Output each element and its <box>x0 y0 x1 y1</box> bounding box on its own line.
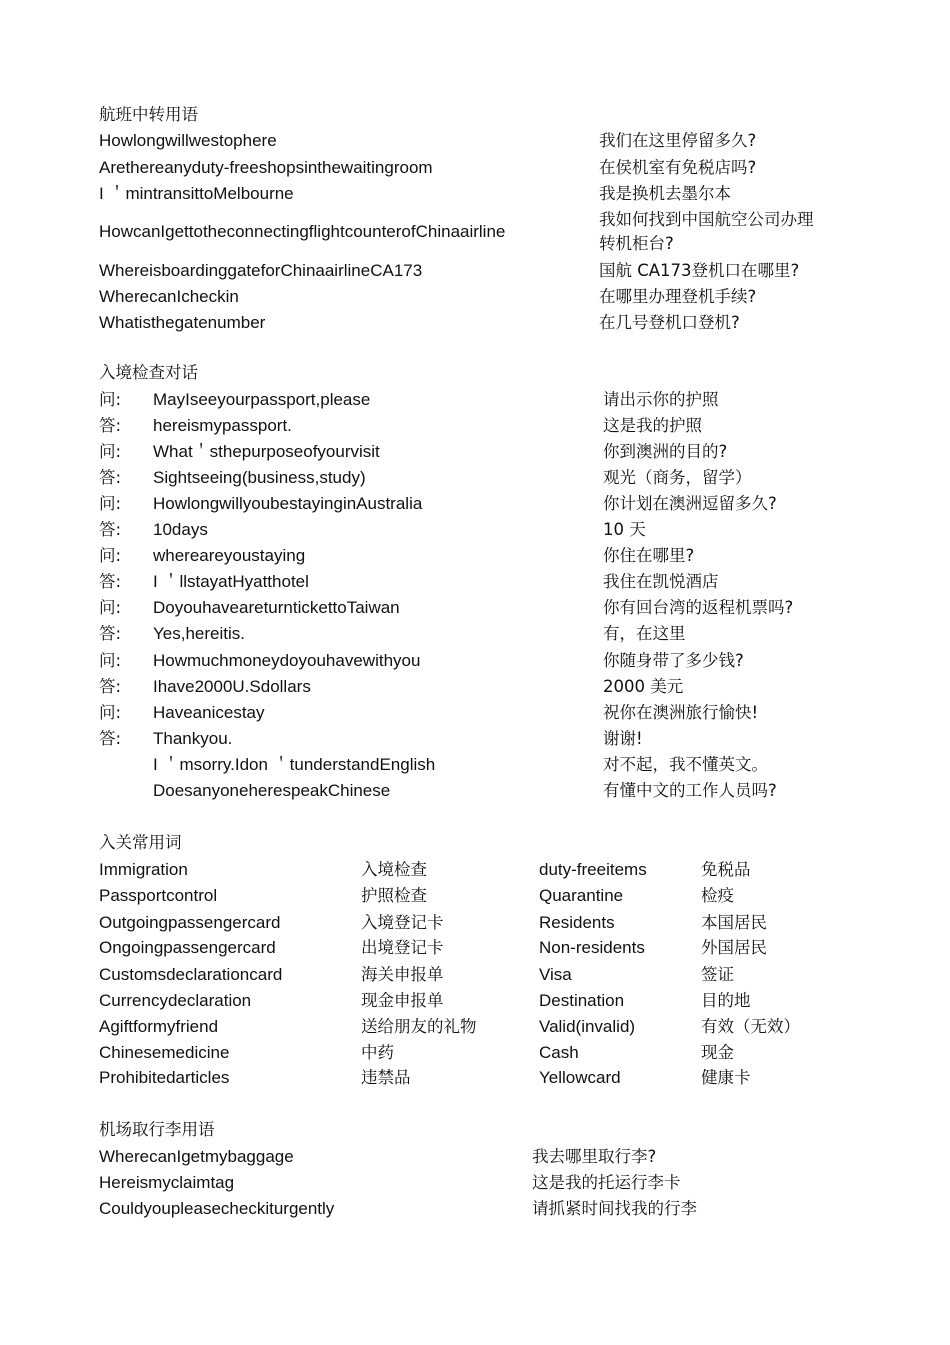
dialog-cn-15: 有懂中文的工作人员吗? <box>603 781 777 800</box>
dialog-marker-9: 答: <box>99 624 122 643</box>
transfer-cn-1: 在侯机室有免税店吗? <box>599 158 757 177</box>
dialog-en-4: HowlongwillyoubestayinginAustralia <box>153 494 423 513</box>
vocab-cn-right-7: 现金 <box>701 1043 734 1062</box>
dialog-marker-2: 问: <box>99 442 122 461</box>
dialog-en-15: DoesanyoneherespeakChinese <box>153 781 391 800</box>
dialog-cn-0: 请出示你的护照 <box>603 390 719 409</box>
vocab-cn-right-4: 签证 <box>701 965 734 984</box>
dialog-marker-8: 问: <box>99 598 122 617</box>
dialog-en-3: Sightseeing(business,study) <box>153 468 366 487</box>
vocab-en-right-1: Quarantine <box>539 886 624 905</box>
vocab-en-left-7: Chinesemedicine <box>99 1043 230 1062</box>
transfer-cn-4: 国航 CA173登机口在哪里? <box>599 261 800 280</box>
transfer-en-0: Howlongwillwestophere <box>99 131 277 150</box>
dialog-cn-13: 谢谢! <box>603 729 643 748</box>
dialog-cn-11: 2000 美元 <box>603 677 684 696</box>
dialog-cn-9: 有，在这里 <box>603 624 686 643</box>
vocab-cn-left-7: 中药 <box>361 1043 394 1062</box>
dialog-marker-5: 答: <box>99 520 122 539</box>
dialog-cn-8: 你有回台湾的返程机票吗? <box>603 598 794 617</box>
vocab-en-right-3: Non-residents <box>539 938 645 957</box>
vocab-en-left-0: Immigration <box>99 860 188 879</box>
vocab-cn-left-3: 出境登记卡 <box>361 938 444 957</box>
dialog-marker-11: 答: <box>99 677 122 696</box>
vocab-cn-left-5: 现金申报单 <box>361 991 444 1010</box>
dialog-cn-4: 你计划在澳洲逗留多久? <box>603 494 777 513</box>
vocab-en-left-3: Ongoingpassengercard <box>99 938 276 957</box>
dialog-marker-1: 答: <box>99 416 122 435</box>
vocab-en-left-8: Prohibitedarticles <box>99 1068 230 1087</box>
dialog-cn-2: 你到澳洲的目的? <box>603 442 728 461</box>
vocab-cn-left-6: 送给朋友的礼物 <box>361 1017 477 1036</box>
vocab-cn-right-2: 本国居民 <box>701 913 767 932</box>
vocab-cn-left-8: 违禁品 <box>361 1068 411 1087</box>
vocab-cn-left-2: 入境登记卡 <box>361 913 444 932</box>
dialog-marker-0: 问: <box>99 390 122 409</box>
dialog-cn-1: 这是我的护照 <box>603 416 702 435</box>
dialog-marker-10: 问: <box>99 651 122 670</box>
transfer-cn-3: 我如何找到中国航空公司办理转机柜台? <box>599 210 814 253</box>
vocab-en-left-5: Currencydeclaration <box>99 991 252 1010</box>
vocab-en-right-0: duty-freeitems <box>539 860 647 879</box>
dialog-en-8: DoyouhaveareturntickettoTaiwan <box>153 598 400 617</box>
transfer-cn-5: 在哪里办理登机手续? <box>599 287 757 306</box>
vocab-en-right-8: Yellowcard <box>539 1068 621 1087</box>
baggage-en-0: WherecanIgetmybaggage <box>99 1147 294 1166</box>
transfer-en-2: I ＇mintransittoMelbourne <box>99 184 294 203</box>
vocab-en-right-7: Cash <box>539 1043 579 1062</box>
vocab-cn-right-8: 健康卡 <box>701 1068 751 1087</box>
dialog-en-10: Howmuchmoneydoyouhavewithyou <box>153 651 421 670</box>
vocab-cn-left-1: 护照检查 <box>361 886 427 905</box>
dialog-marker-3: 答: <box>99 468 122 487</box>
vocab-cn-right-0: 免税品 <box>701 860 751 879</box>
baggage-cn-2: 请抓紧时间找我的行李 <box>532 1199 697 1218</box>
section-title-baggage: 机场取行李用语 <box>99 1120 215 1139</box>
vocab-cn-right-3: 外国居民 <box>701 938 767 957</box>
baggage-en-2: Couldyoupleasecheckiturgently <box>99 1199 335 1218</box>
vocab-cn-left-0: 入境检查 <box>361 860 427 879</box>
dialog-en-5: 10days <box>153 520 208 539</box>
transfer-en-1: Arethereanyduty-freeshopsinthewaitingroom <box>99 158 433 177</box>
vocab-cn-right-5: 目的地 <box>701 991 751 1010</box>
vocab-cn-right-1: 检疫 <box>701 886 734 905</box>
dialog-en-6: whereareyoustaying <box>153 546 306 565</box>
dialog-cn-14: 对不起，我不懂英文。 <box>603 755 768 774</box>
vocab-cn-right-6: 有效（无效） <box>701 1017 800 1036</box>
baggage-en-1: Hereismyclaimtag <box>99 1173 235 1192</box>
transfer-cn-6: 在几号登机口登机? <box>599 313 740 332</box>
dialog-en-9: Yes,hereitis. <box>153 624 245 643</box>
dialog-cn-6: 你住在哪里? <box>603 546 695 565</box>
vocab-cn-left-4: 海关申报单 <box>361 965 444 984</box>
transfer-cn-2: 我是换机去墨尔本 <box>599 184 731 203</box>
vocab-en-right-2: Residents <box>539 913 615 932</box>
dialog-cn-12: 祝你在澳洲旅行愉快! <box>603 703 759 722</box>
dialog-en-12: Haveanicestay <box>153 703 265 722</box>
section-title-immigration: 入境检查对话 <box>99 363 198 382</box>
transfer-en-3: HowcanIgettotheconnectingflightcounterofChinaairline <box>99 222 506 241</box>
transfer-en-5: WherecanIcheckin <box>99 287 239 306</box>
dialog-en-1: hereismypassport. <box>153 416 292 435</box>
dialog-marker-6: 问: <box>99 546 122 565</box>
dialog-cn-10: 你随身带了多少钱? <box>603 651 744 670</box>
transfer-en-6: Whatisthegatenumber <box>99 313 266 332</box>
vocab-en-right-4: Visa <box>539 965 572 984</box>
vocab-en-left-4: Customsdeclarationcard <box>99 965 283 984</box>
dialog-en-11: Ihave2000U.Sdollars <box>153 677 311 696</box>
dialog-en-0: MayIseeyourpassport,please <box>153 390 371 409</box>
dialog-en-2: What＇sthepurposeofyourvisit <box>153 442 380 461</box>
vocab-en-left-6: Agiftformyfriend <box>99 1017 219 1036</box>
transfer-cn-0: 我们在这里停留多久? <box>599 131 757 150</box>
dialog-cn-7: 我住在凯悦酒店 <box>603 572 719 591</box>
vocab-en-left-2: Outgoingpassengercard <box>99 913 281 932</box>
dialog-en-7: I ＇llstayatHyatthotel <box>153 572 309 591</box>
section-title-transfer: 航班中转用语 <box>99 105 198 124</box>
dialog-en-14: I ＇msorry.Idon ＇tunderstandEnglish <box>153 755 436 774</box>
transfer-en-4: WhereisboardinggateforChinaairlineCA173 <box>99 261 423 280</box>
baggage-cn-1: 这是我的托运行李卡 <box>532 1173 681 1192</box>
dialog-cn-5: 10 天 <box>603 520 646 539</box>
vocab-en-right-6: Valid(invalid) <box>539 1017 636 1036</box>
vocab-en-right-5: Destination <box>539 991 625 1010</box>
section-title-customs: 入关常用词 <box>99 833 182 852</box>
dialog-en-13: Thankyou. <box>153 729 233 748</box>
dialog-marker-7: 答: <box>99 572 122 591</box>
vocab-en-left-1: Passportcontrol <box>99 886 218 905</box>
dialog-marker-12: 问: <box>99 703 122 722</box>
dialog-marker-13: 答: <box>99 729 122 748</box>
dialog-marker-4: 问: <box>99 494 122 513</box>
baggage-cn-0: 我去哪里取行李? <box>532 1147 657 1166</box>
dialog-cn-3: 观光（商务，留学） <box>603 468 752 487</box>
